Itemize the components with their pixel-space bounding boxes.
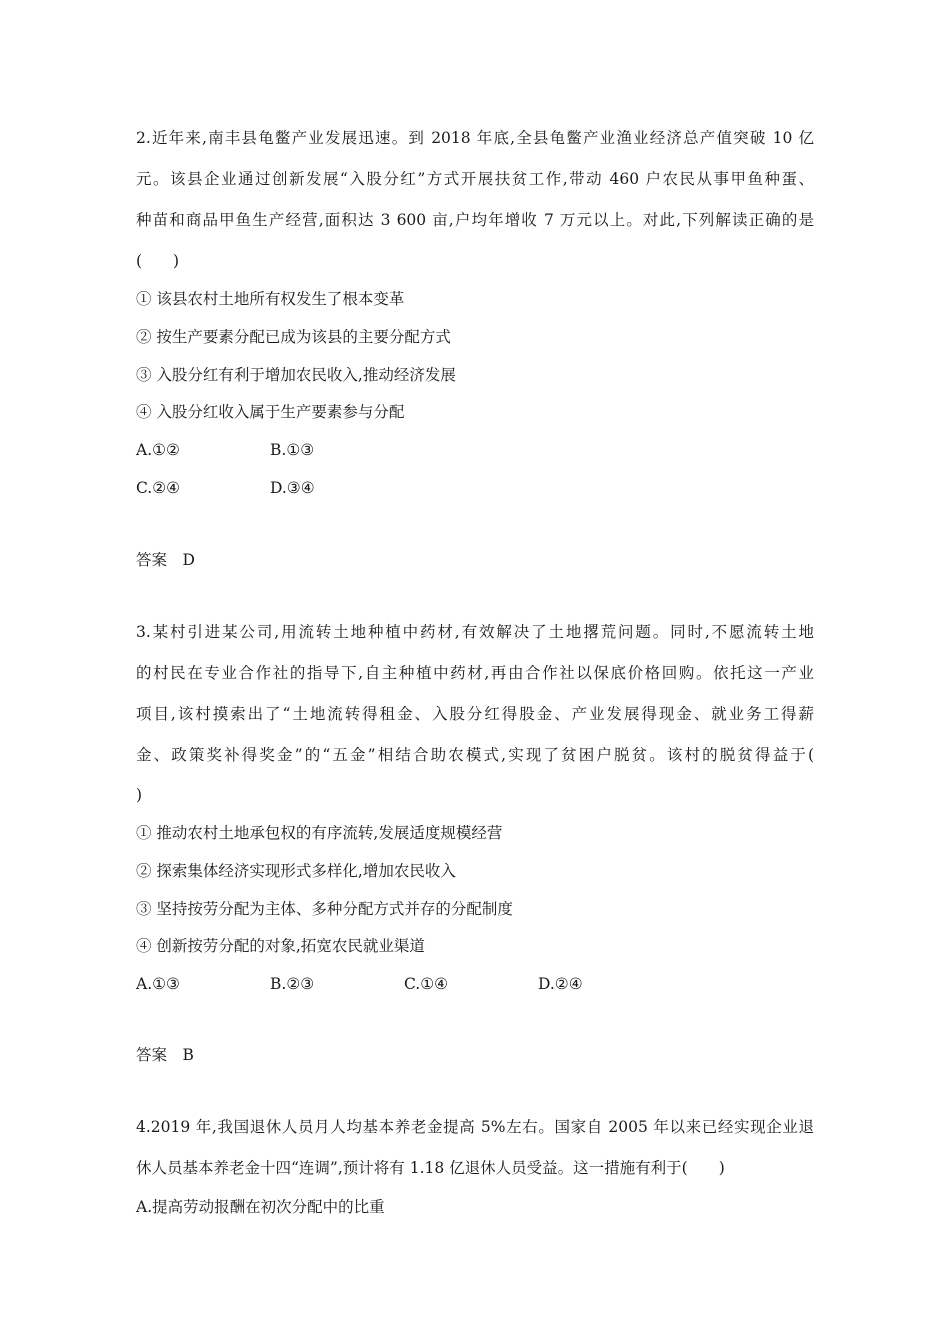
q4-stem-line-1: 4.2019 年,我国退休人员月人均基本养老金提高 5%左右。国家自 2005 年以来已经实现企业退 bbox=[136, 1118, 814, 1136]
q4-stem-line-2: 休人员基本养老金十四“连调”,预计将有 1.18 亿退休人员受益。这一措施有利于( ) bbox=[136, 1159, 725, 1177]
q3-statement-2: ② 探索集体经济实现形式多样化,增加农民收入 bbox=[136, 862, 456, 880]
q2-stem-line-4: ( ) bbox=[136, 252, 180, 270]
q3-statement-1: ① 推动农村土地承包权的有序流转,发展适度规模经营 bbox=[136, 824, 503, 842]
q2-option-c: C.②④ bbox=[136, 479, 181, 497]
q2-statement-4: ④ 入股分红收入属于生产要素参与分配 bbox=[136, 403, 405, 421]
q2-stem-line-1: 2.近年来,南丰县龟鳖产业发展迅速。到 2018 年底,全县龟鳖产业渔业经济总产值突破 10 亿 bbox=[136, 129, 814, 147]
q3-stem-line-1: 3.某村引进某公司,用流转土地种植中药材,有效解决了土地撂荒问题。同时,不愿流转土地 bbox=[136, 623, 814, 641]
q2-stem-line-2: 元。该县企业通过创新发展“入股分红”方式开展扶贫工作,带动 460 户农民从事甲鱼种蛋、 bbox=[136, 170, 814, 188]
q2-statement-2: ② 按生产要素分配已成为该县的主要分配方式 bbox=[136, 328, 451, 346]
q2-statement-1: ① 该县农村土地所有权发生了根本变革 bbox=[136, 290, 405, 308]
q3-option-c: C.①④ bbox=[404, 975, 449, 993]
q3-stem-line-5: ) bbox=[136, 786, 143, 804]
q2-statement-3: ③ 入股分红有利于增加农民收入,推动经济发展 bbox=[136, 366, 456, 384]
q3-option-a: A.①③ bbox=[136, 975, 180, 993]
q4-option-a: A.提高劳动报酬在初次分配中的比重 bbox=[136, 1198, 385, 1216]
q3-option-b: B.②③ bbox=[270, 975, 315, 993]
q3-stem-line-3: 项目,该村摸索出了“土地流转得租金、入股分红得股金、产业发展得现金、就业务工得薪 bbox=[136, 705, 814, 723]
q3-option-d: D.②④ bbox=[538, 975, 583, 993]
q2-stem-line-3: 种苗和商品甲鱼生产经营,面积达 3 600 亩,户均年增收 7 万元以上。对此,下列解读正确的是 bbox=[136, 211, 814, 229]
q2-answer: 答案 D bbox=[136, 551, 195, 569]
q3-stem-line-4: 金、政策奖补得奖金”的“五金”相结合助农模式,实现了贫困户脱贫。该村的脱贫得益于( bbox=[136, 746, 814, 764]
q3-answer: 答案 B bbox=[136, 1046, 194, 1064]
q2-option-b: B.①③ bbox=[270, 441, 315, 459]
q2-option-d: D.③④ bbox=[270, 479, 315, 497]
q3-statement-4: ④ 创新按劳分配的对象,拓宽农民就业渠道 bbox=[136, 937, 425, 955]
q2-option-a: A.①② bbox=[136, 441, 180, 459]
q3-stem-line-2: 的村民在专业合作社的指导下,自主种植中药材,再由合作社以保底价格回购。依托这一产业 bbox=[136, 664, 814, 682]
q3-statement-3: ③ 坚持按劳分配为主体、多种分配方式并存的分配制度 bbox=[136, 900, 513, 918]
